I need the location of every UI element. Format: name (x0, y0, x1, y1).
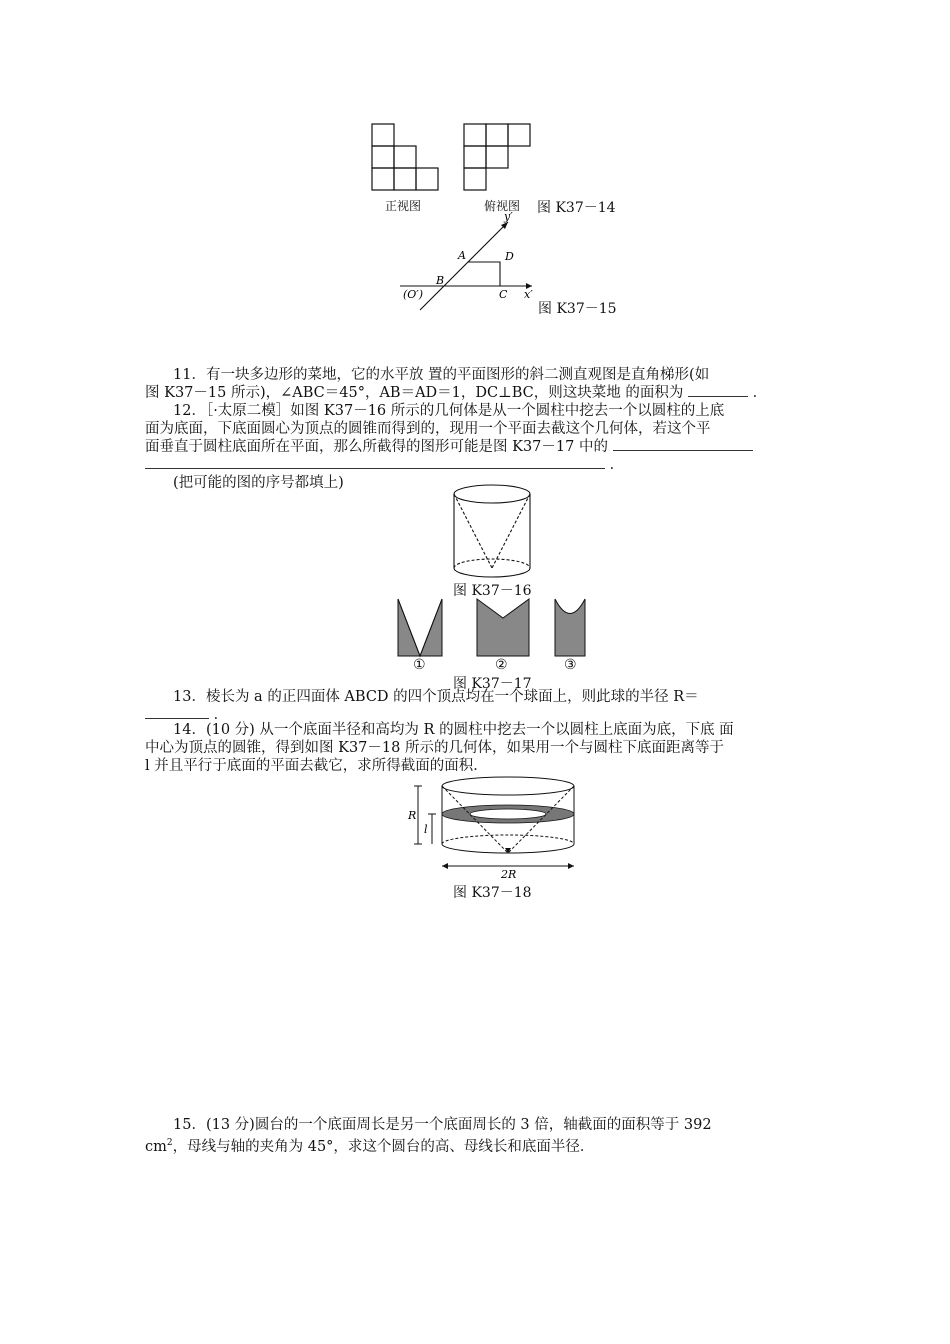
option-label-2: ② (495, 657, 508, 673)
q14-line-3: l 并且平行于底面的平面去截它，求所得截面的面积． (145, 758, 488, 774)
question-14 (145, 721, 807, 775)
height-label-l: l (424, 823, 428, 836)
q12-line-1: 12．［·太原二模］如图 K37－16 所示的几何体是从一个圆柱中挖去一个以圆柱的上底 (173, 403, 725, 419)
cross-section-option-2 (476, 598, 530, 658)
top-view-grid (464, 124, 534, 194)
oblique-trapezoid-diagram (400, 212, 540, 318)
point-label-b: B (436, 274, 445, 287)
q12-answer-blank-a[interactable] (613, 438, 753, 451)
option-label-3: ③ (564, 657, 577, 673)
origin-label: (O′) (403, 288, 424, 301)
cylinder-section-diagram (408, 774, 578, 880)
top-view-label: 俯视图 (484, 199, 521, 213)
question-11 (145, 366, 807, 402)
q11-line-2: 图 K37－15 所示)，∠ABC＝45°，AB＝AD＝1，DC⊥BC，则这块菜地 的面积为 (145, 385, 684, 401)
q12-note: (把可能的图的序号都填上) (173, 475, 344, 491)
figure-caption-k37-18: 图 K37－18 (453, 885, 532, 901)
height-label-r: R (408, 809, 417, 822)
q14-line-1: 14．(10 分) 从一个底面半径和高均为 R 的圆柱中挖去一个以圆柱上底面为底，下底 面 (173, 722, 734, 738)
figure-caption-k37-14: 图 K37－14 (537, 200, 616, 216)
q13-answer-blank[interactable] (145, 706, 209, 719)
q12-answer-blank-b[interactable] (145, 456, 605, 469)
front-view-grid (372, 124, 442, 194)
q15-line-1: 15．(13 分)圆台的一个底面周长是另一个底面周长的 3 倍，轴截面的面积等于 392 (173, 1117, 712, 1133)
q14-line-2: 中心为顶点的圆锥，得到如图 K37－18 所示的几何体，如果用一个与圆柱下底面距离等于 (145, 740, 724, 756)
axis-label-x: x′ (524, 288, 533, 301)
point-label-d: D (505, 250, 514, 263)
cross-section-option-3 (554, 598, 586, 658)
q11-answer-blank[interactable] (688, 384, 748, 397)
q15-line-2: ，母线与轴的夹角为 45°，求这个圆台的高、母线长和底面半径． (172, 1138, 595, 1155)
cylinder-with-cone-diagram (452, 484, 532, 578)
q15-unit-exponent: 2 (166, 1138, 173, 1148)
option-label-1: ① (413, 657, 426, 673)
q11-end: ． (752, 385, 768, 401)
q12-line-3: 面垂直于圆柱底面所在平面，那么所截得的图形可能是图 K37－17 中的 (145, 439, 608, 455)
q13-line-1: 13．棱长为 a 的正四面体 ABCD 的四个顶点均在一个球面上，则此球的半径 R＝ (173, 689, 699, 705)
figure-caption-k37-16: 图 K37－16 (453, 583, 532, 599)
figure-caption-k37-17: 图 K37－17 (453, 676, 532, 692)
q12-end: ． (609, 457, 625, 473)
question-12 (145, 402, 807, 492)
front-view-label: 正视图 (385, 199, 422, 213)
q13-end: ． (213, 707, 229, 723)
question-15 (145, 1116, 807, 1156)
cross-section-option-1 (397, 598, 443, 658)
q11-line-1: 11．有一块多边形的菜地，它的水平放 置的平面图形的斜二测直观图是直角梯形(如 (173, 367, 710, 383)
q15-unit: cm (145, 1138, 167, 1155)
q12-line-2: 面为底面，下底面圆心为顶点的圆锥而得到的，现用一个平面去截这个几何体，若这个平 (145, 421, 711, 437)
point-label-a: A (458, 249, 466, 262)
point-label-c: C (499, 288, 508, 301)
width-label-2r: 2R (501, 868, 517, 881)
figure-caption-k37-15: 图 K37－15 (538, 301, 617, 317)
question-13 (145, 688, 807, 724)
axis-label-y: y′ (504, 210, 513, 223)
